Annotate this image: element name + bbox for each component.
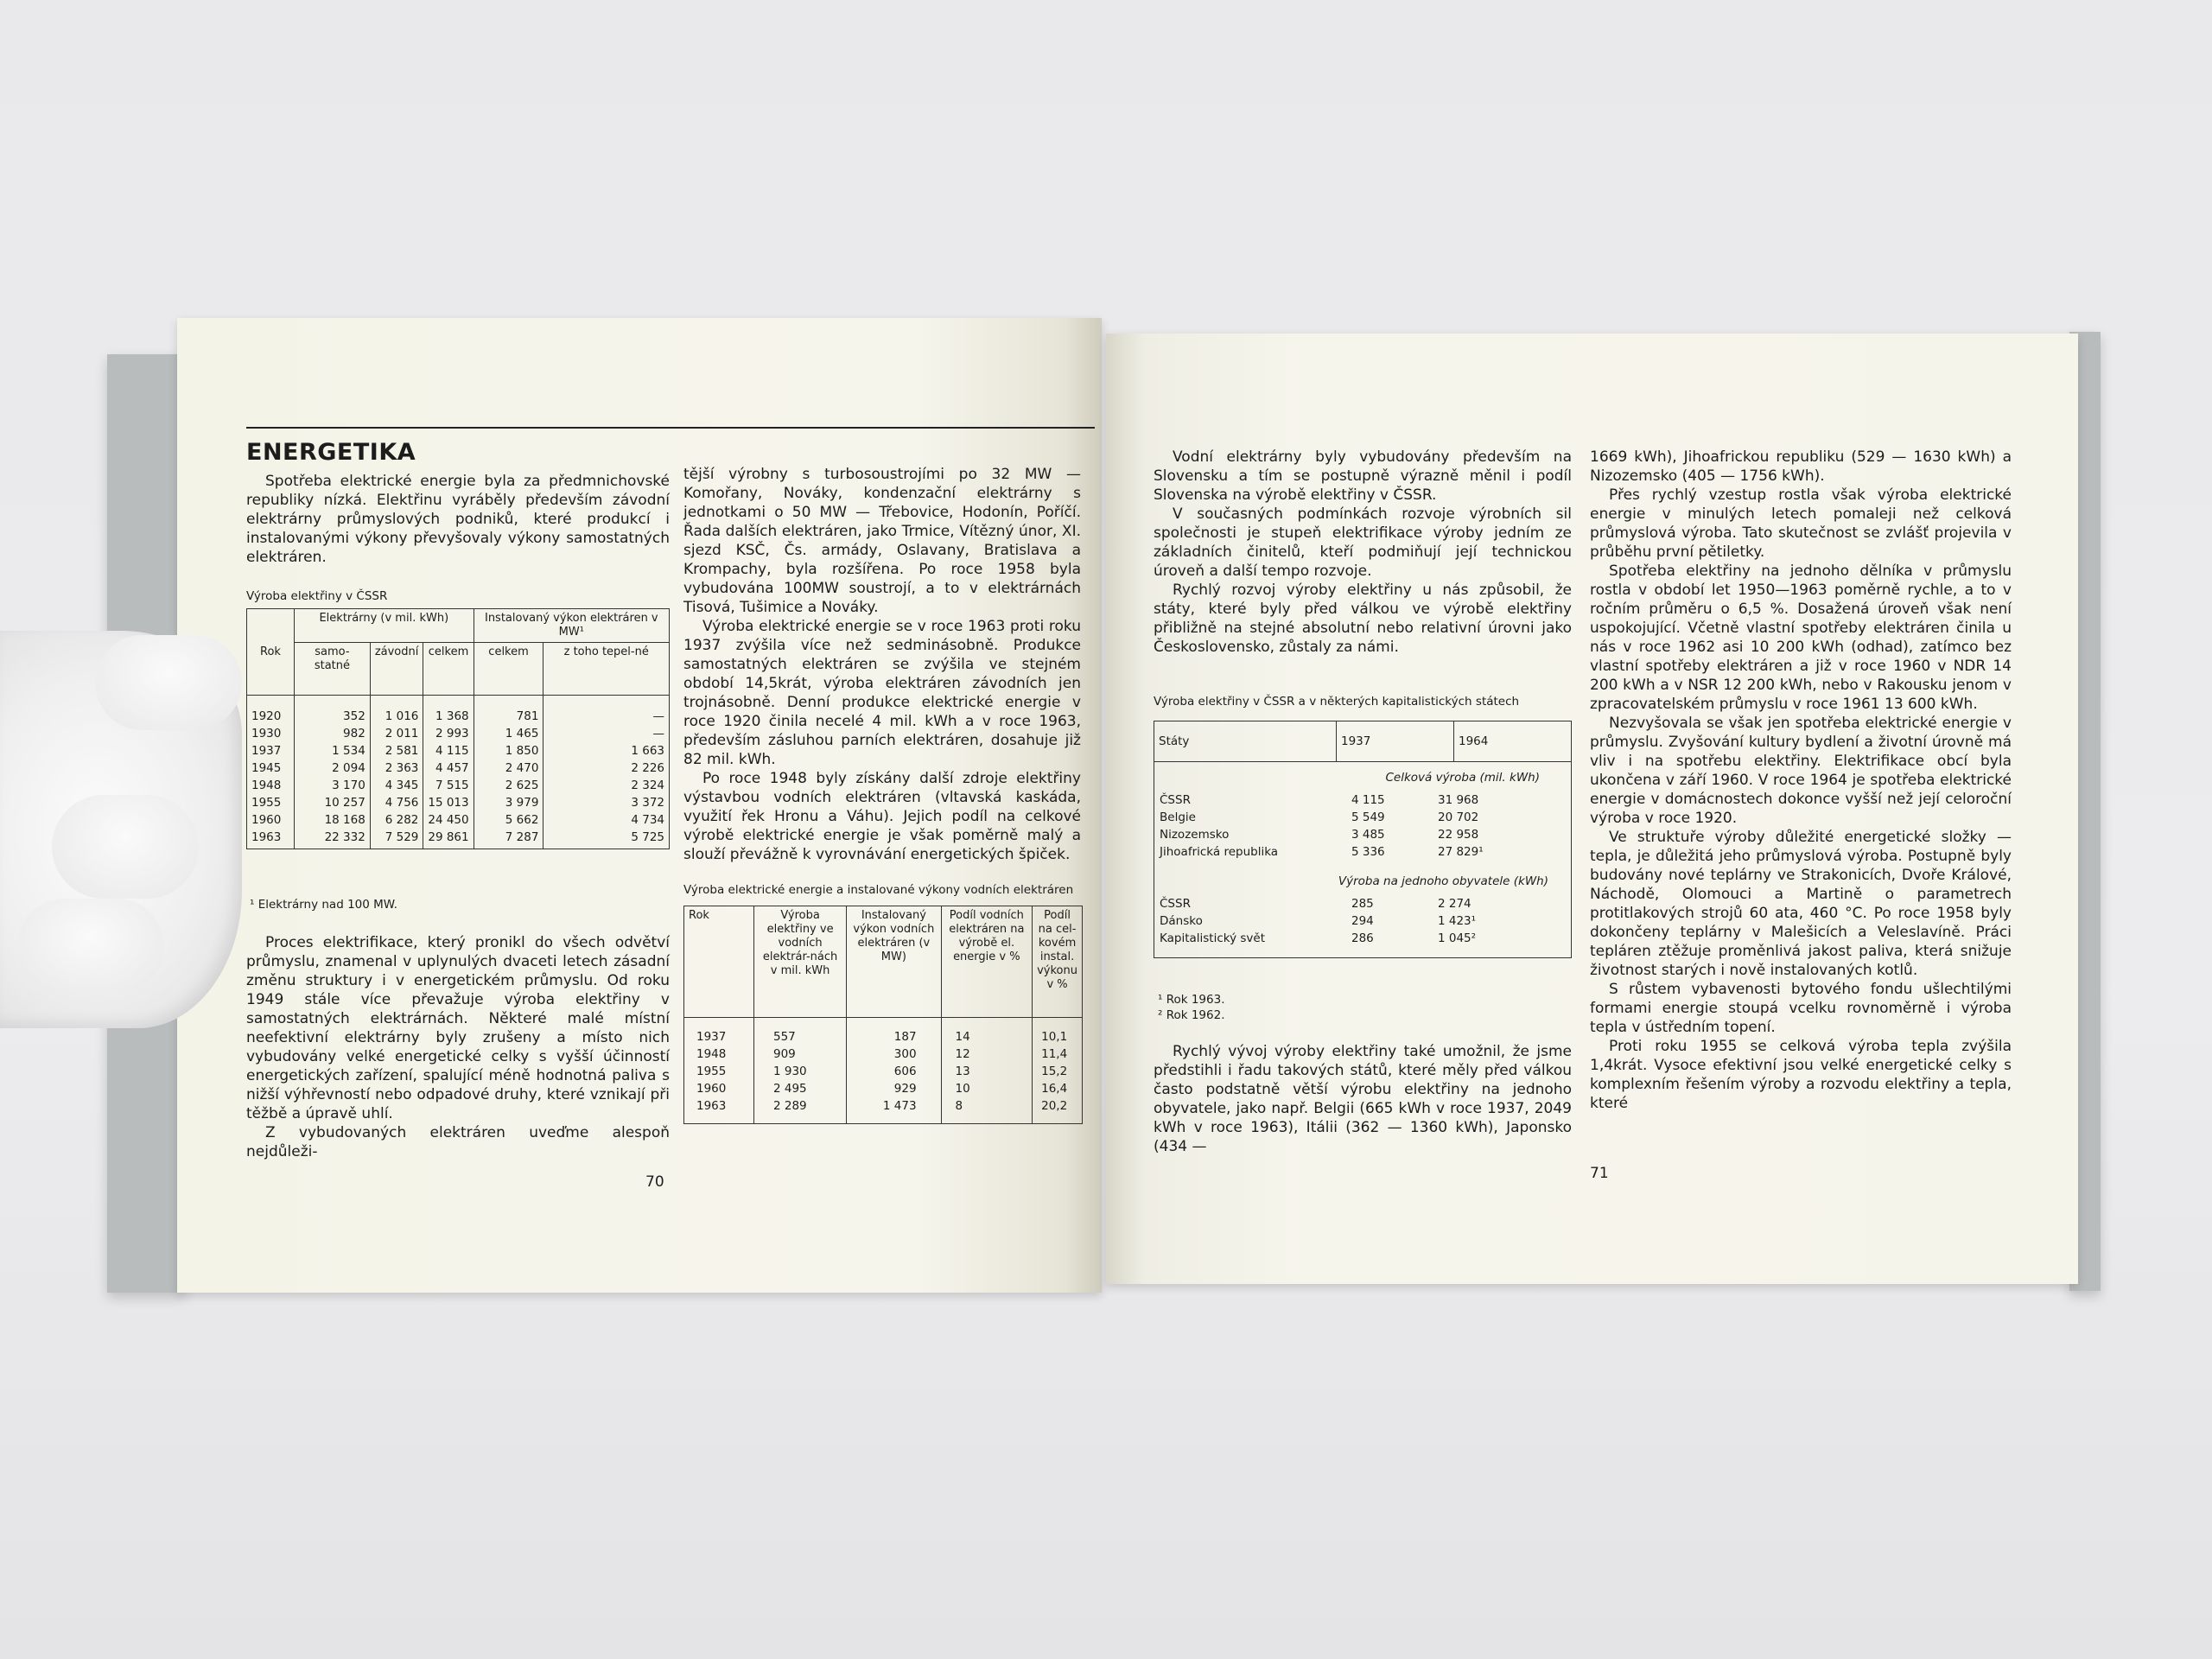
footnote: ² Rok 1962. bbox=[1158, 1008, 1225, 1022]
cell: 4 457 bbox=[435, 761, 469, 775]
intro-text: Spotřeba elektrické energie byla za předmnichovské republiky nízká. Elektřinu vyráběly především závodní elektrárny průmyslových podniků, které produkcí i instalovanými výkony převyšovaly výkony samostatných elektráren. bbox=[246, 473, 670, 566]
paragraph: 1669 kWh), Jihoafrickou republiku (529 — 1630 kWh) a Nizozemsko (405 — 1756 kWh). bbox=[1590, 448, 2012, 485]
cell: 557 bbox=[773, 1030, 796, 1044]
cell: 352 bbox=[343, 709, 365, 723]
page-number-left: 70 bbox=[645, 1173, 664, 1191]
cell: 2 094 bbox=[332, 761, 365, 775]
cell: 10,1 bbox=[1041, 1030, 1068, 1044]
col-instal bbox=[847, 1018, 941, 1124]
cell: 12 bbox=[955, 1047, 970, 1061]
table1-footnote: ¹ Elektrárny nad 100 MW. bbox=[250, 898, 397, 912]
cell: 2 011 bbox=[385, 727, 419, 741]
cell: 1948 bbox=[696, 1047, 727, 1061]
rows-total bbox=[1160, 791, 1566, 861]
cell: 1945 bbox=[251, 761, 282, 775]
paragraph: Z vybudovaných elektráren uveďme alespoň nejdůleži- bbox=[246, 1124, 670, 1160]
cell: 909 bbox=[773, 1047, 796, 1061]
cell: 3 170 bbox=[332, 779, 365, 792]
cell: 2 324 bbox=[631, 779, 664, 792]
cell: 1 930 bbox=[773, 1065, 807, 1078]
left-col1-body bbox=[246, 933, 670, 1161]
cell: 15 013 bbox=[428, 796, 469, 810]
cell: 606 bbox=[893, 1065, 917, 1078]
th-instal: Instalovaný výkon vodních elektráren (v MW) bbox=[847, 906, 941, 1018]
cell: 1 423¹ bbox=[1438, 914, 1477, 928]
cell: Nizozemsko bbox=[1160, 828, 1230, 842]
cell: 2 289 bbox=[773, 1099, 807, 1113]
glove-finger bbox=[17, 899, 164, 994]
cell: 1 465 bbox=[505, 727, 539, 741]
cell: 285 bbox=[1351, 897, 1374, 911]
cell: 8 bbox=[955, 1099, 963, 1113]
cell: 11,4 bbox=[1041, 1047, 1068, 1061]
cell: 4 756 bbox=[385, 796, 419, 810]
cell: 3 979 bbox=[505, 796, 539, 810]
cell: 10 bbox=[955, 1082, 970, 1096]
table2-caption: Výroba elektrické energie a instalované výkony vodních elektráren bbox=[683, 883, 1074, 897]
cell: 14 bbox=[955, 1030, 970, 1044]
col-samostatne bbox=[295, 696, 371, 849]
paragraph: Po roce 1948 byly získány další zdroje elektřiny výstavbou vodních elektráren (vltavská kaskáda, využití řek Hronu a Váhu). Jejich podíl na celkové výrobě elektrické energie je však poměrně malý a slouží převážně k vyrovnávání energetických špiček. bbox=[683, 770, 1081, 863]
cell: 2 363 bbox=[385, 761, 419, 775]
cell: 29 861 bbox=[428, 830, 469, 844]
section-per-capita bbox=[1154, 869, 1572, 958]
cell: 1 045² bbox=[1438, 931, 1477, 945]
paragraph: Proti roku 1955 se celková výroba tepla zvýšila 1,4krát. Vysoce efektivní jsou velké energetické celky s komplexním řešením výroby a rozvodu elektřiny a tepla, které bbox=[1590, 1038, 2012, 1112]
col-instal-celkem bbox=[474, 696, 543, 849]
cell: 929 bbox=[893, 1082, 917, 1096]
col-years bbox=[247, 696, 295, 849]
section-heading: ENERGETIKA bbox=[246, 439, 416, 466]
paragraph: S růstem vybavenosti bytového fondu ušlechtilými formami energie stoupá vcelku rovnoměrně i výroba tepla v ústředním topení. bbox=[1590, 981, 2012, 1036]
cell: 15,2 bbox=[1041, 1065, 1068, 1078]
paragraph: tější výrobny s turbosoustrojími po 32 MW — Komořany, Nováky, kondenzační elektrárny s jednotkami o 50 MW — Třebovice, Hodonín, Poříčí. Řada dalších elektráren, jako Trmice, Vítězný únor, XI. sjezd KSČ, Čs. armády, Oslavany, Bratislava a Krompachy, byla rozšířena. Po roce 1958 byla vybudována 100MW soustrojí, a to v elektrárnách Tisová, Tušimice a Nováky. bbox=[683, 466, 1081, 616]
paragraph: Spotřeba elektřiny na jednoho dělníka v průmyslu rostla v období let 1950—1963 poměrně rychle, a to v ročním průměru o 6,5 %. Dosažená úroveň však není uspokojující. Včetně vlastní spotřeby elektráren činila u nás v roce 1962 asi 10 200 kWh (odhad), zatímco bez vlastní spotřeby elektráren a již v roce 1960 v NDR 14 200 kWh a v NSR 12 200 kWh, nebo v Rakousku jenom v zpracovatelském průmyslu v roce 1961 13 600 kWh. bbox=[1590, 563, 2012, 713]
cell: 3 372 bbox=[631, 796, 664, 810]
cell: 20,2 bbox=[1041, 1099, 1068, 1113]
cell: Jihoafrická republika bbox=[1160, 845, 1279, 859]
cell: 1960 bbox=[696, 1082, 727, 1096]
th-podil-instal: Podíl na cel-kovém instal. výkonu v % bbox=[1033, 906, 1083, 1018]
cell: 286 bbox=[1351, 931, 1374, 945]
cell: 2 470 bbox=[505, 761, 539, 775]
paragraph: Proces elektrifikace, který pronikl do všech odvětví průmyslu, znamenal v uplynulých dvaceti letech zásadní změnu struktury i v energetickém průmyslu. Od roku 1949 stále více převažuje výroba elektřiny v samostatných elektrárnách. Některé malé místní neefektivní elektrárny byly zrušeny a místo nich vybudovány velké energetické celky s vyšší účinností energetických zařízení, spalující méně hodnotná paliva s nižší výhřevností nebo odpadové druhy, které vznikají při těžbě a úpravě uhlí. bbox=[246, 934, 670, 1122]
paragraph: Rychlý rozvoj výroby elektřiny u nás způsobil, že státy, které byly před válkou ve výrobě elektřiny přibližně na stejné absolutní nebo relativní úrovni jako Československo, zůstaly za námi. bbox=[1154, 582, 1572, 656]
cell: 2 495 bbox=[773, 1082, 807, 1096]
col-years bbox=[684, 1018, 754, 1124]
cell: 4 115 bbox=[1351, 793, 1385, 807]
paragraph: V současných podmínkách rozvoje výrobních sil společnosti je stupeň elektrifikace výroby jedním ze základních činitelů, kteří podmiňují její technickou úroveň a další tempo rozvoje. bbox=[1154, 505, 1572, 580]
cell: 2 625 bbox=[505, 779, 539, 792]
left-page bbox=[177, 318, 1102, 1293]
cell: 18 168 bbox=[324, 813, 365, 827]
glove-finger bbox=[52, 795, 199, 899]
cell: 1 663 bbox=[631, 744, 664, 758]
cell: 1 473 bbox=[882, 1099, 917, 1113]
cell: 7 515 bbox=[435, 779, 469, 792]
cell: 5 549 bbox=[1351, 810, 1385, 824]
cell: — bbox=[652, 709, 664, 723]
th-1964: 1964 bbox=[1454, 721, 1572, 762]
footnote: ¹ Rok 1963. bbox=[1158, 993, 1225, 1007]
cell: 4 115 bbox=[435, 744, 469, 758]
cell: Dánsko bbox=[1160, 914, 1203, 928]
th-zavodni: závodní bbox=[370, 643, 423, 696]
cell: 1937 bbox=[696, 1030, 727, 1044]
table1-caption: Výroba elektřiny v ČSSR bbox=[246, 589, 388, 603]
th-ztoho-tepelne: z toho tepel-né bbox=[543, 643, 670, 696]
table3-caption: Výroba elektřiny v ČSSR a v některých kapitalistických státech bbox=[1154, 695, 1520, 709]
paragraph: Výroba elektrické energie se v roce 1963 proti roku 1937 zvýšila více než sedminásobně. Produkce samostatných elektráren se zvýšila ve stejném období 14,5krát, výroba elektráren závodních jen trojnásobně. Denní produkce elektrické energie v roce 1920 činila necelé 4 mil. kWh a v roce 1963, především zásluhou parních elektráren, dosahuje již 82 mil. kWh. bbox=[683, 618, 1081, 768]
right-page bbox=[1106, 334, 2078, 1284]
cell: 22 332 bbox=[324, 830, 365, 844]
cell: 1963 bbox=[696, 1099, 727, 1113]
rows-per-capita bbox=[1160, 895, 1566, 947]
cell: 781 bbox=[516, 709, 539, 723]
cell: 1955 bbox=[696, 1065, 727, 1078]
cell: 27 829¹ bbox=[1438, 845, 1484, 859]
cell: 1920 bbox=[251, 709, 282, 723]
glove-thumb bbox=[95, 635, 242, 730]
cell: ČSSR bbox=[1160, 897, 1191, 911]
cell: 31 968 bbox=[1438, 793, 1479, 807]
col-celkem bbox=[423, 696, 474, 849]
paragraph: Rychlý vývoj výroby elektřiny také umožnil, že jsme předstihli i řadu takových států, které měly před válkou často podstatně větší výrobu elektřiny na jednoho obyvatele, jako např. Belgii (665 kWh v roce 1937, 2049 kWh v roce 1963), Itálii (362 — 1360 kWh), Japonsko (434 — bbox=[1154, 1043, 1572, 1155]
cell: 1 850 bbox=[505, 744, 539, 758]
col-states bbox=[1160, 791, 1351, 861]
right-col2-body bbox=[1590, 448, 2012, 1113]
paragraph: Přes rychlý vzestup rostla však výroba elektrické energie v minulých letech pomaleji než celková průmyslová výroba. Tato skutečnost se zvlášť projevila v průběhu první pětiletky. bbox=[1590, 486, 2012, 561]
cell: 2 993 bbox=[435, 727, 469, 741]
cell: 187 bbox=[893, 1030, 917, 1044]
th-rok: Rok bbox=[684, 906, 754, 1018]
right-col1-intro bbox=[1154, 448, 1572, 657]
cell: 4 345 bbox=[385, 779, 419, 792]
cell: 24 450 bbox=[428, 813, 469, 827]
th-instal-celkem: celkem bbox=[474, 643, 543, 696]
table-country-comparison bbox=[1154, 721, 1572, 958]
th-staty: Státy bbox=[1154, 721, 1337, 762]
th-instal: Instalovaný výkon elektráren v MW¹ bbox=[474, 609, 669, 643]
cell: 294 bbox=[1351, 914, 1374, 928]
paragraph: Nezvyšovala se však jen spotřeba elektrické energie v průmyslu. Zvyšování kultury bydlení a životní úrovně má vliv i na spotřebu elektřiny. Elektrifikace obcí byla ukončena v září 1960. V roce 1964 je spotřeba elektrické energie v domácnostech dokonce vyšší než její celoroční výroba v roce 1920. bbox=[1590, 715, 2012, 827]
subheading-per-capita: Výroba na jednoho obyvatele (kWh) bbox=[1338, 874, 1548, 888]
th-elektrarny: Elektrárny (v mil. kWh) bbox=[295, 609, 474, 643]
cell: 1 534 bbox=[332, 744, 365, 758]
cell: 20 702 bbox=[1438, 810, 1479, 824]
cell: 5 725 bbox=[631, 830, 664, 844]
cell: 5 662 bbox=[505, 813, 539, 827]
cell: 1963 bbox=[251, 830, 282, 844]
cell: 1955 bbox=[251, 796, 282, 810]
cell: 6 282 bbox=[385, 813, 419, 827]
table-electricity-production bbox=[246, 608, 670, 849]
cell: 1937 bbox=[251, 744, 282, 758]
cell: Belgie bbox=[1160, 810, 1196, 824]
cell: 10 257 bbox=[324, 796, 365, 810]
col-instal-tepelne bbox=[543, 696, 670, 849]
table3-footnotes bbox=[1158, 992, 1225, 1023]
cell: 7 287 bbox=[505, 830, 539, 844]
th-vyroba: Výroba elektřiny ve vodních elektrár-nách v mil. kWh bbox=[754, 906, 847, 1018]
th-samostatne: samo-statné bbox=[295, 643, 371, 696]
cell: 22 958 bbox=[1438, 828, 1479, 842]
cell: 5 336 bbox=[1351, 845, 1385, 859]
cell: Kapitalistický svět bbox=[1160, 931, 1266, 945]
subheading-total: Celková výroba (mil. kWh) bbox=[1385, 771, 1540, 785]
cell: 1930 bbox=[251, 727, 282, 741]
heading-rule bbox=[246, 427, 1095, 429]
cell: ČSSR bbox=[1160, 793, 1191, 807]
page-number-right: 71 bbox=[1590, 1165, 1609, 1182]
cell: 1960 bbox=[251, 813, 282, 827]
th-1937: 1937 bbox=[1337, 721, 1454, 762]
cell: 2 274 bbox=[1438, 897, 1471, 911]
cell: — bbox=[652, 727, 664, 741]
table-hydro-plants bbox=[683, 906, 1083, 1124]
cell: 1 016 bbox=[385, 709, 419, 723]
col-1964 bbox=[1438, 791, 1484, 861]
left-col2-body bbox=[683, 465, 1081, 864]
th-podil: Podíl vodních elektráren na výrobě el. energie v % bbox=[941, 906, 1033, 1018]
cell: 982 bbox=[343, 727, 365, 741]
th-rok: Rok bbox=[247, 609, 295, 696]
paragraph: Ve struktuře výroby důležité energetické složky — tepla, je důležitá jeho průmyslová výroba. Postupně byly budovány nové teplárny ve Strakonicích, Dvoře Králové, Náchodě, Olomouci a Martině o parametrech protitlakových strojů 60 ata, 460 °C. Po roce 1958 byly dokončeny teplárny v Malešicích a Veleslavíně. Práci tepláren ztěžuje proměnlivá jakost paliva, která snižuje životnost starých i nově instalovaných kotlů. bbox=[1590, 829, 2012, 979]
paragraph: Vodní elektrárny byly vybudovány především na Slovensku a tím se postupně výrazně měnil i podíl Slovenska na výrobě elektřiny v ČSSR. bbox=[1154, 448, 1572, 504]
section-total bbox=[1154, 762, 1572, 870]
cell: 4 734 bbox=[631, 813, 664, 827]
cell: 13 bbox=[955, 1065, 970, 1078]
col-states bbox=[1160, 895, 1351, 947]
cell: 3 485 bbox=[1351, 828, 1385, 842]
cell: 1948 bbox=[251, 779, 282, 792]
th-celkem: celkem bbox=[423, 643, 474, 696]
cell: 300 bbox=[893, 1047, 917, 1061]
cell: 2 581 bbox=[385, 744, 419, 758]
col-podil-instal bbox=[1033, 1018, 1083, 1124]
col-vyroba bbox=[754, 1018, 847, 1124]
col-1964 bbox=[1438, 895, 1476, 947]
cell: 16,4 bbox=[1041, 1082, 1068, 1096]
col-zavodni bbox=[370, 696, 423, 849]
col-1937 bbox=[1351, 895, 1438, 947]
cell: 7 529 bbox=[385, 830, 419, 844]
cell: 2 226 bbox=[631, 761, 664, 775]
cell: 1 368 bbox=[435, 709, 469, 723]
intro-paragraph bbox=[246, 472, 670, 567]
right-col1-body bbox=[1154, 1042, 1572, 1156]
col-podil bbox=[941, 1018, 1033, 1124]
col-1937 bbox=[1351, 791, 1438, 861]
